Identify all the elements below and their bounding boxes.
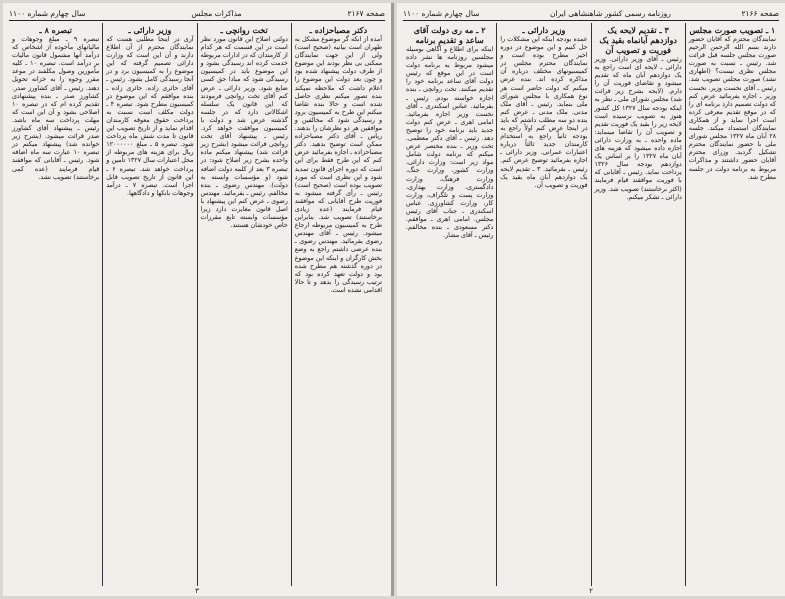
- column-body: اینکه برای اطلاع و آگاهی بوسیله مجلسین روزنامه ها نشر داده میشود مربوط به برنامه دولت است در این موقع که رئیس دولت آقای ساعد برنامه خود را تقدیم میکنند. تخت روانچی ـ بنده اجازه خواسته بودم. رئیس ـ بفرمائید. عباس اسکندری ـ آقای نخست وزیر اجازه بفرمائید. امامی اهری ـ عرض کنم دولت جدید باید برنامه خود را توضیح دهد. رئیس ـ آقای دکتر معظمی. تخت وزیر ـ بنده مختصر عرض میکنم که برنامه دولت شامل مواد زیر است: وزارت دارائی، وزارت کشور، وزارت جنگ، وزارت فرهنگ، وزارت دادگستری، وزارت بهداری، وزارت پست و تلگراف، وزارت کار، وزارت کشاورزی. عباس اسکندری ـ جناب آقای رئیس مجلس. امامی اهری ـ موافقم. دکتر مسعودی ـ بنده مخالفم. رئیس ـ آقای مشار.: [406, 46, 494, 240]
- column-heading: ۱ ـ تصویب صورت مجلس: [689, 25, 776, 35]
- left-page-title: مذاکرات مجلس: [191, 9, 242, 18]
- right-page-title: روزنامه رسمی کشور شاهنشاهی ایران: [549, 9, 671, 18]
- left-page-footer: ۳: [195, 587, 199, 595]
- left-column-4: [9, 23, 102, 586]
- column-heading: دکتر مصباحزاده ـ: [309, 25, 368, 35]
- left-page-header: [9, 7, 385, 21]
- left-page: [3, 3, 391, 596]
- left-page-issue: سال چهارم شماره ۱۱۰۰: [9, 9, 86, 18]
- right-page: [397, 3, 785, 596]
- column-body: تبصره ۹ ـ مبلغ وجوهات و مالیاتهای مأخوذه از اشخاص که درآمد آنها مشمول قانون مالیات بر درآمد است. تبصره ۱۰ ـ کلیه مأمورین وصول مکلفند در موعد مقرر وجوه را به خزانه تحویل دهند. رئیس ـ آقای کشاورز صدر. کشاورز صدر ـ بنده پیشنهادی تقدیم کرده ام که در تبصره ۱۰ اصلاحی بشود و آن این است که مهلت پرداخت سه ماه باشد. رئیس ـ پیشنهاد آقای کشاورز صدر قرائت میشود. (بشرح زیر خوانده شد) پیشنهاد میکنم در تبصره ۱۰ عبارت سه ماه اضافه شود. رئیس ـ آقایانی که موافقند قیام فرمایند (عده کمی برخاستند) تصویب نشد.: [12, 36, 100, 181]
- column-heading: تخت روانچی ـ: [220, 25, 268, 35]
- left-page-number: صفحه ۲۱۶۷: [347, 9, 385, 18]
- left-column-2: [197, 23, 291, 586]
- right-page-number: صفحه ۲۱۶۶: [741, 9, 779, 18]
- page-gutter: [391, 3, 394, 596]
- column-heading: وزیر دارائی ـ: [522, 25, 566, 35]
- column-heading: تبصره ۸ ـ: [39, 25, 72, 35]
- column-body: آری در اینجا مطلبی هست که نمایندگان محترم از آن اطلاع دارند و آن این است که وزارت دارائی تصمیم گرفته که این موضوع را به کمیسیون برد و در آنجا رسیدگی کامل بشود. رئیس ـ آقای حائری زاده. حائری زاده ـ بنده موافقم که این موضوع در کمیسیون مطرح شود. تبصره ۴ ـ دولت مکلف است نسبت به پرداخت حقوق معوقه کارمندان اقدام نماید و از تاریخ تصویب این قانون تا مدت شش ماه پرداخت شود. تبصره ۵ ـ مبلغ ۱۲۰۰۰۰۰۰ ریال برای هزینه های مربوطه از محل اعتبارات سال ۱۳۲۷ تأمین و پرداخت خواهد شد. تبصره ۶ ـ این قانون از تاریخ تصویب قابل اجرا است. تبصره ۷ ـ درآمد وجوهات بانکها و دادگاهها.: [106, 36, 194, 197]
- column-body: نمایندگان محترم که آقایان حضور دارند بسم الله الرحمن الرحیم صورت مجلس جلسه قبل قرائت شد. رئیس ـ نسبت به صورت مجلس نظری نیست؟ (اظهاری نشد) صورت مجلس تصویب شد. رئیس ـ آقای نخست وزیر. نخست وزیر ـ اجازه بفرمائید عرض کنم که دولت تصمیم دارد برنامه ای را که در موقع تقدیم معرفی کرده است اجرا نماید و از همکاری نمایندگان استمداد میکند. جلسه ۲۸ آبان ماه ۱۳۲۷ مجلس شورای ملی با حضور نمایندگان محترم تشکیل گردید. وزرای محترم آقایان حضور داشتند و مذاکرات مربوط به برنامه دولت در جلسه مطرح شد.: [688, 36, 776, 181]
- right-page-header: [403, 7, 779, 21]
- right-page-columns: [403, 23, 779, 586]
- column-heading: ۲ ـ مه ری دولت آقای ساعد و تقدیم برنامه: [413, 25, 486, 45]
- right-page-footer: ۲: [589, 587, 593, 595]
- column-body: رئیس ـ آقای وزیر دارائی. وزیر دارائی ـ لایحه ای است راجع به یک دوازدهم آبان ماه که تقدیم میشود و تقاضای فوریت آن را دارم. (لایحه بشرح زیر قرائت شد) مجلس شورای ملی ـ نظر به اینکه بودجه سال ۱۳۲۷ کل کشور هنوز به تصویب نرسیده است لایحه زیر را بقید یک فوریت تقدیم و تصویب آن را تقاضا مینماید: ماده واحده ـ به وزارت دارائی اجازه داده میشود که هزینه های آبان ماه ۱۳۲۷ را بر اساس یک دوازدهم بودجه سال ۱۳۲۶ پرداخت نماید. رئیس ـ آقایانی که با فوریت موافقند قیام فرمایند (اکثر برخاستند) تصویب شد. وزیر دارائی ـ تشکر میکنم.: [594, 56, 682, 201]
- right-page-issue: سال چهارم شماره ۱۱۰۰: [403, 9, 480, 18]
- left-column-1: [291, 23, 385, 586]
- left-page-columns: [9, 23, 385, 586]
- column-body: دولتی اصلاح این قانون مورد نظر است در این قسمت که هر کدام از کارمندان که در ادارات مربوطه خدمت کرده اند رسیدگی بشود و این موضوع باید در کمیسیون رسیدگی شود که مبادا حق کسی ضایع شود. وزیر دارائی ـ عرض کنم آقای تخت روانچی فرمودند که این قانون یک سلسله اشکالاتی دارد که در جلسه گذشته عرض شد و دولت با کمیسیون موافقت خواهد کرد. رئیس ـ پیشنهاد آقای تخت روانچی قرائت میشود (بشرح زیر قرائت شد) پیشنهاد میکنم ماده واحده بشرح زیر اصلاح شود: در تبصره ۳ بعد از کلمه دولت اضافه شود (و مؤسسات وابسته به دولت). مهندس رضوی ـ بنده مخالفم. رئیس ـ بفرمائید. مهندس رضوی ـ عرض کنم این پیشنهاد با اصل قانون مغایرت دارد زیرا مؤسسات وابسته تابع مقررات خاص خودشان هستند.: [200, 36, 288, 230]
- right-column-3: [591, 23, 685, 586]
- right-column-1: [403, 23, 496, 586]
- right-column-2: [496, 23, 590, 586]
- right-column-4: [685, 23, 779, 586]
- left-column-3: [102, 23, 196, 586]
- column-heading: ۳ ـ تقدیم لایحه یک دوازدهم آبانماه بقید یک فوریت و تصویب آن: [599, 25, 677, 55]
- column-body: عمده بودجه اینکه این مشکلات را حل کنیم و این موضوع در دوره اخیر مطرح بوده است و نمایندگان محترم مجلس در کمیسیونهای مختلف درباره آن مذاکره کرده اند. بنده عرض میکنم که دولت حاضر است هر نوع همکاری با مجلس شورای ملی بنماید. رئیس ـ آقای ملک مدنی. ملک مدنی ـ عرض کنم بنده دو سه مطلب داشتم که باید در اینجا عرض کنم اولاً راجع به بودجه ثانیاً راجع به استخدام کارمندان جدید ثالثاً درباره اعتبارات عمرانی. وزیر دارائی ـ اجازه بفرمائید توضیح عرض کنم. رئیس ـ بفرمائید. ۳ ـ تقدیم لایحه یک دوازدهم آبان ماه بقید یک فوریت و تصویب آن.: [500, 36, 588, 189]
- column-heading: وزیر دارائی ـ: [128, 25, 172, 35]
- column-body: آمده از انکه گر موضوع مشکل به طهران است بیانیه (صحیح است) ولی از این جهت نمایندگان ممکنی بی نظر بودند این موضوع از طرف دولت پیشنهاد شده بود و چون بعد دولت این موضوع را اعلام داشت که ملاحظه نمیکند بنده تصور میکنم نظری حاصل شده است و حالا بنده تقاضا میکنم این طرح به کمیسیون برود و رسیدگی شود که مخالفین و موافقین هر دو نظرشان را بدهند. ریاس ـ آقای دکتر مصباحزاده ممکن است توضیح بدهید. دکتر مصباحزاده ـ اجازه بفرمائید عرض کنم که این طرح فقط برای این است که دوره اجرای قانون تمدید شود و این نظری است که مورد تصویب بوده است (صحیح است) رئیس ـ رأی گرفته میشود به فوریت طرح آقایانی که موافقند قیام فرمایند (عده زیادی برخاستند) تصویب شد. بنابراین طرح به کمیسیون مربوطه ارجاع میشود. رئیس ـ آقای مهندس رضوی بفرمائید. مهندس رضوی ـ بنده عرضی داشتم راجع به وضع بخش کارگران و اینکه این موضوع در دوره گذشته هم مطرح شده بود و دولت تعهد کرده بود که ترتیب رسیدگی را بدهد و تا حالا اقدامی نشده است.: [294, 36, 382, 294]
